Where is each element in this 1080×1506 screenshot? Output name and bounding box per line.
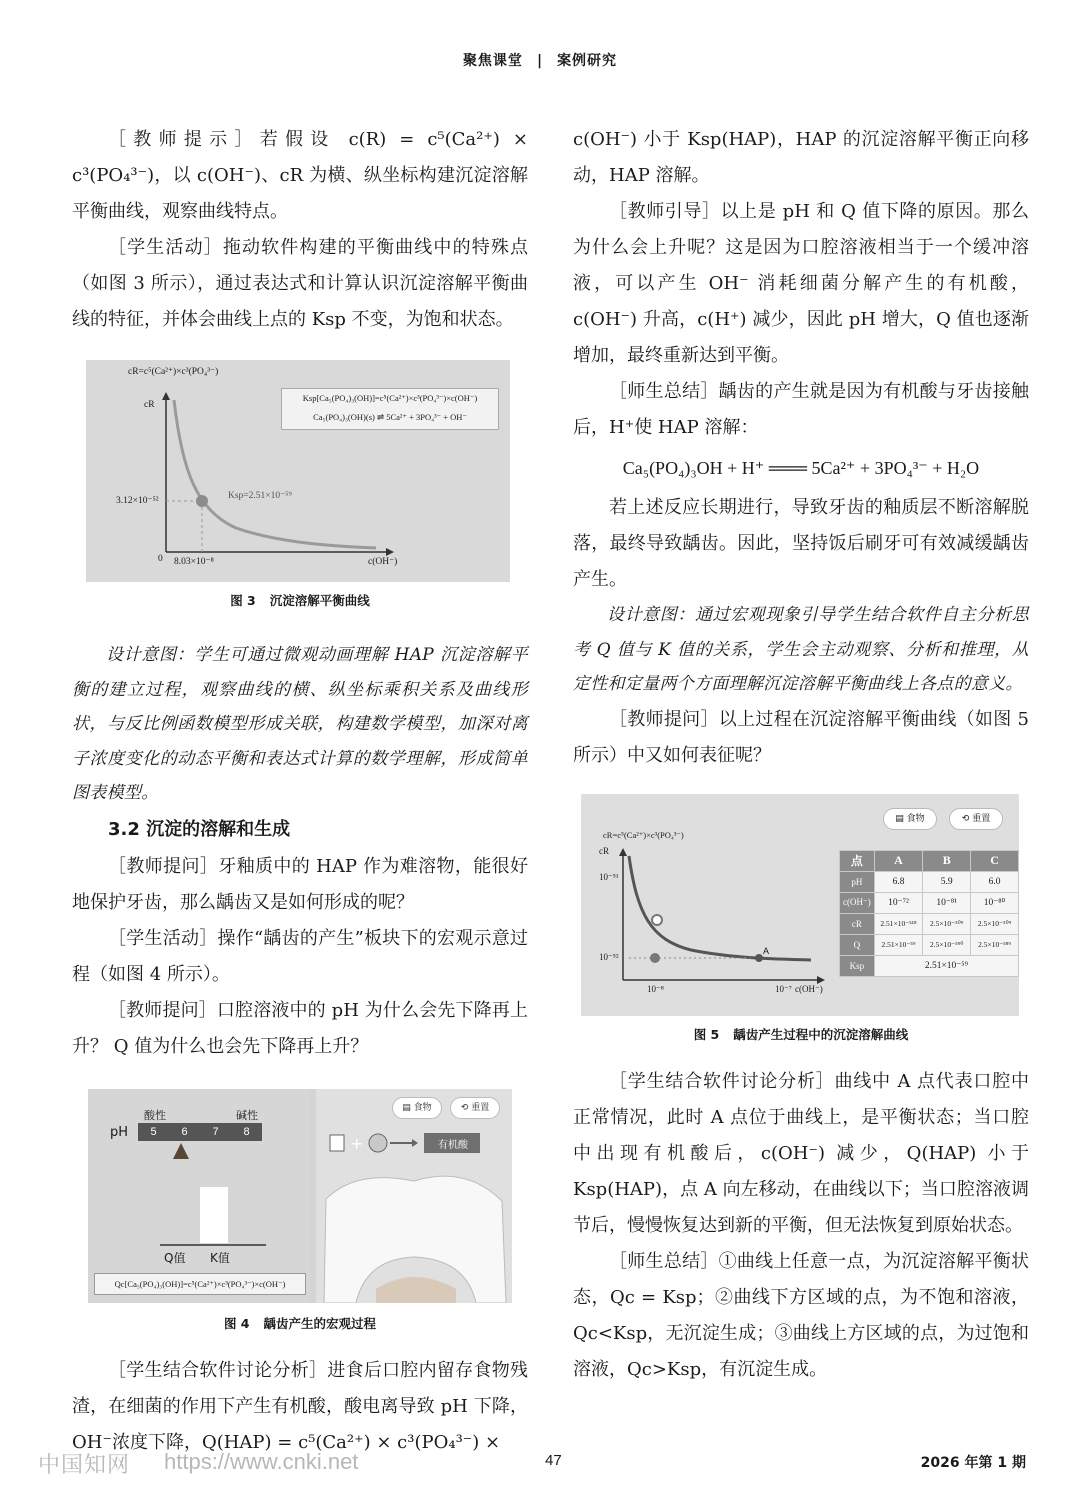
paragraph-summary-1: ［师生总结］龋齿的产生就是因为有机酸与牙齿接触后，H⁺使 HAP 溶解： — [573, 381, 1029, 438]
reset-icon: ⟲ — [961, 813, 973, 824]
table-cell: 5.9 — [923, 871, 971, 892]
table-row — [840, 934, 1019, 955]
fig3-ksp-label: Ksp=2.51×10⁻⁵⁹ — [228, 491, 292, 501]
paragraph-teacher-question-1: ［教师提问］牙釉质中的 HAP 作为难溶物，能很好地保护牙齿，那么龋齿又是如何形成的呢？ — [72, 855, 528, 913]
fig4-caption — [72, 1313, 528, 1335]
table-row-label: Q — [840, 934, 875, 955]
figure-3 — [86, 360, 510, 582]
table-row-label: cR — [840, 913, 875, 934]
table-cell: 6.0 — [971, 871, 1019, 892]
table-header-cell: A — [874, 850, 923, 871]
table-cell: 2.51×10⁻⁵⁹ — [874, 955, 1018, 976]
paragraph-teacher-question-2: ［教师提问］口腔溶液中的 pH 为什么会先下降再上升？ Q 值为什么也会先下降再上升？ — [72, 999, 528, 1057]
fig4-ph-pointer — [173, 1143, 189, 1159]
fig3-caption — [72, 590, 528, 612]
fig3-ytick: 3.12×10⁻⁵² — [116, 496, 159, 506]
fig4-organic-acid-label: 有机酸 — [438, 1139, 468, 1151]
cnki-url[interactable]: https://www.cnki.net — [164, 1449, 359, 1474]
fig4-ph-6: 6 — [181, 1125, 188, 1138]
fig5-yaxis-label: cR — [599, 845, 609, 856]
issue-label: 2026 年第 1 期 — [920, 1455, 1026, 1471]
fig4-acid-label: 酸性 — [144, 1108, 166, 1122]
fig3-ytitle: cR=c⁵(Ca²⁺)×c³(PO₄³⁻) — [128, 367, 219, 377]
fig5-point-c — [650, 953, 660, 963]
fig5-xtick-2: 10⁻⁷ — [775, 983, 792, 994]
table-row — [840, 955, 1019, 976]
fig5-food-button[interactable]: ▤ 食物 — [883, 808, 937, 830]
table-header-cell: B — [923, 850, 971, 871]
fig5-reset-button[interactable]: ⟲ 重置 — [949, 808, 1003, 830]
paragraph-consequence: 若上述反应长期进行，导致牙齿的釉质层不断溶解脱落，最终导致龋齿。因此，坚持饭后刷牙可有效减缓龋齿产生。 — [573, 497, 1029, 590]
paragraph-software-discussion-1: ［学生结合软件讨论分析］进食后口腔内留存食物残渣，在细菌的作用下产生有机酸，酸电离导致 pH 下降，OH⁻浓度下降，Q(HAP) = c⁵(Ca²⁺) × c³(PO₄³⁻) × — [72, 1359, 528, 1453]
page-footer — [0, 1448, 1080, 1478]
running-header — [0, 50, 1080, 70]
table-cell: 2.5×10⁻⁵⁰⁹ — [971, 913, 1019, 934]
design-intent-2: 设计意图：通过宏观现象引导学生结合软件自主分析思考 Q 值与 K 值的关系，学生会主动观察、分析和推理，从定性和定量两个方面理解沉淀溶解平衡曲线上各点的意义。 — [573, 605, 1029, 694]
header-separator: | — [536, 53, 544, 69]
table-cell: 2.5×10⁻⁵⁹⁰ — [923, 934, 971, 955]
fig4-tooth-panel — [316, 1089, 512, 1303]
table-cell: 2.51×10⁻⁵¹⁸ — [874, 913, 923, 934]
page-number: 47 — [545, 1452, 562, 1469]
paragraph-continuation: c(OH⁻) 小于 Ksp(HAP)，HAP 的沉淀溶解平衡正向移动，HAP 溶解。 — [573, 129, 1029, 186]
table-row — [840, 913, 1019, 934]
fig3-xtick: 8.03×10⁻⁸ — [174, 557, 214, 567]
table-cell: 10⁻⁸¹ — [923, 892, 971, 913]
fig4-q-label: Q值 — [164, 1250, 186, 1265]
fig4-balance — [88, 1089, 310, 1303]
figure-5 — [581, 794, 1019, 1016]
fig4-k-label: K值 — [210, 1250, 230, 1265]
fig3-x-arrow — [386, 548, 394, 556]
section-heading-3-2: 3.2 沉淀的溶解和生成 — [108, 818, 291, 840]
table-cell: 2.5×10⁻⁵⁰⁹ — [923, 913, 971, 934]
fig5-caption-number: 图 5 — [693, 1026, 720, 1042]
cnki-logo: 中国知网 — [38, 1453, 131, 1478]
fig4-caption-text: 龋齿产生的宏观过程 — [263, 1315, 377, 1331]
left-column — [72, 122, 528, 1461]
table-cell: 2.51×10⁻⁵⁹ — [874, 934, 923, 955]
chemical-equation: Ca₅(PO₄)₃OH + H⁺ ═══ 5Ca²⁺ + 3PO₄³⁻ + H₂O — [622, 458, 980, 478]
fig3-yaxis-label: cR — [144, 400, 155, 410]
fig3-origin: 0 — [158, 554, 163, 564]
fig5-xtick-1: 10⁻⁸ — [647, 983, 664, 994]
header-section: 聚焦课堂 — [462, 53, 523, 69]
table-cell: 10⁻⁸⁰ — [971, 892, 1019, 913]
fig4-bacteria-icon — [369, 1134, 387, 1152]
fig3-formula-ksp: Ksp[Ca₅(PO₄)₃(OH)]=c⁵(Ca²⁺)×c³(PO₄³⁻)×c(OH⁻) — [302, 393, 478, 403]
table-row-label: pH — [840, 871, 875, 892]
paragraph-software-discussion-2: ［学生结合软件讨论分析］曲线中 A 点代表口腔中正常情况，此时 A 点位于曲线上，是平衡状态；当口腔中出现有机酸后，c(OH⁻) 减少，Q(HAP) 小于 Ksp(HAP)，点 A 向左移动，在曲线以下；当口腔溶液调节后，慢慢恢复达到新的平衡，但无法恢复到原始状态。 — [573, 1070, 1029, 1236]
fig4-reset-button[interactable]: ⟲ 重置 — [450, 1097, 500, 1119]
fig5-ytick-1: 10⁻⁵¹ — [599, 871, 619, 882]
fig4-tooth-illustration — [316, 1089, 512, 1303]
fig3-formula-equilibrium: Ca₅(PO₄)₃(OH)(s) ⇌ 5Ca²⁺ + 3PO₄³⁻ + OH⁻ — [313, 412, 467, 422]
paragraph-student-activity: ［学生活动］拖动软件构建的平衡曲线中的特殊点（如图 3 所示），通过表达式和计算认识沉淀溶解平衡曲线的特征，并体会曲线上点的 Ksp 不变，为饱和状态。 — [72, 237, 528, 330]
fig3-caption-number: 图 3 — [230, 593, 256, 608]
right-column — [573, 122, 1029, 1388]
fig4-food-button[interactable]: ▤ 食物 — [392, 1097, 442, 1119]
fig4-caption-number: 图 4 — [223, 1315, 250, 1331]
fig4-ph-8: 8 — [243, 1125, 250, 1138]
table-cell: 2.5×10⁻⁵⁸⁹ — [971, 934, 1019, 955]
fig5-ytitle: cR=c⁵(Ca²⁺)×c³(PO₄³⁻) — [603, 829, 684, 840]
table-header-row — [840, 850, 1019, 871]
paragraph-teacher-hint: ［教师提示］若假设 c(R) = c⁵(Ca²⁺) × c³(PO₄³⁻)，以 c(OH⁻)、cR 为横、纵坐标构建沉淀溶解平衡曲线，观察曲线特点。 — [72, 129, 528, 222]
fig5-ytick-2: 10⁻⁵² — [599, 951, 619, 962]
fig4-ph-label: pH — [110, 1124, 129, 1140]
fig4-cup-icon — [330, 1135, 344, 1151]
fig4-q-bar — [200, 1187, 228, 1243]
fig3-caption-text: 沉淀溶解平衡曲线 — [269, 593, 370, 608]
fig5-curve — [629, 856, 811, 960]
fig5-caption-text: 龋齿产生过程中的沉淀溶解曲线 — [733, 1026, 909, 1042]
table-row-label: Ksp — [840, 955, 875, 976]
table-row-label: c(OH⁻) — [840, 892, 875, 913]
table-row — [840, 871, 1019, 892]
food-icon: ▤ — [895, 813, 907, 824]
reset-icon: ⟲ — [460, 1102, 472, 1113]
svg-text:+: + — [350, 1133, 364, 1153]
paragraph-teacher-guidance: ［教师引导］以上是 pH 和 Q 值下降的原因。那么为什么会上升呢？这是因为口腔溶液相当于一个缓冲溶液，可以产生 OH⁻ 消耗细菌分解产生的有机酸，c(OH⁻) 升高，c(H⁺) 减少，因此 pH 增大，Q 值也逐渐增加，最终重新达到平衡。 — [573, 201, 1029, 366]
fig4-ph-panel — [88, 1089, 310, 1303]
fig5-data-table — [839, 850, 1019, 977]
fig5-point-a — [755, 954, 763, 962]
fig5-caption — [573, 1024, 1029, 1046]
figure-4 — [88, 1089, 512, 1303]
table-header-cell: C — [971, 850, 1019, 871]
paragraph-student-activity-2: ［学生活动］操作“龋齿的产生”板块下的宏观示意过程（如图 4 所示）。 — [72, 927, 528, 985]
fig4-tooth-pulp — [376, 1277, 456, 1303]
fig4-ph-7: 7 — [212, 1125, 219, 1138]
paragraph-teacher-question-3: ［教师提问］以上过程在沉淀溶解平衡曲线（如图 5 所示）中又如何表征呢？ — [573, 708, 1029, 766]
fig3-point — [196, 495, 208, 507]
design-intent-1: 设计意图：学生可通过微观动画理解 HAP 沉淀溶解平衡的建立过程，观察曲线的横、纵坐标乘积关系及曲线形状，与反比例函数模型形成关联，构建数学模型，加深对离子浓度变化的动态平衡和表达式计算的数学理解，形成简单图表模型。 — [72, 645, 528, 803]
table-cell: 6.8 — [874, 871, 923, 892]
fig3-formula-box — [281, 388, 499, 430]
fig5-point-b — [652, 915, 662, 925]
food-icon: ▤ — [402, 1102, 414, 1113]
table-row — [840, 892, 1019, 913]
header-category: 案例研究 — [557, 53, 618, 69]
fig3-xaxis-label: c(OH⁻) — [368, 557, 398, 567]
fig4-ph-5: 5 — [150, 1125, 157, 1138]
fig4-formula: Qc[Ca₅(PO₄)₃(OH)]=c⁵(Ca²⁺)×c³(PO₄³⁻)×c(OH⁻) — [94, 1273, 306, 1295]
fig5-xaxis-label: c(OH⁻) — [795, 983, 823, 994]
fig3-y-arrow — [162, 392, 170, 400]
fig5-point-a-label: A — [763, 945, 770, 956]
table-cell: 10⁻⁷² — [874, 892, 923, 913]
paragraph-summary-2: ［师生总结］①曲线上任意一点，为沉淀溶解平衡状态，Qc = Ksp；②曲线下方区域的点，为不饱和溶液，Qc<Ksp，无沉淀生成；③曲线上方区域的点，为过饱和溶液，Qc>Ksp，有沉淀生成。 — [573, 1250, 1029, 1380]
table-header-cell: 点 — [840, 850, 875, 871]
fig4-base-label: 碱性 — [236, 1108, 258, 1122]
